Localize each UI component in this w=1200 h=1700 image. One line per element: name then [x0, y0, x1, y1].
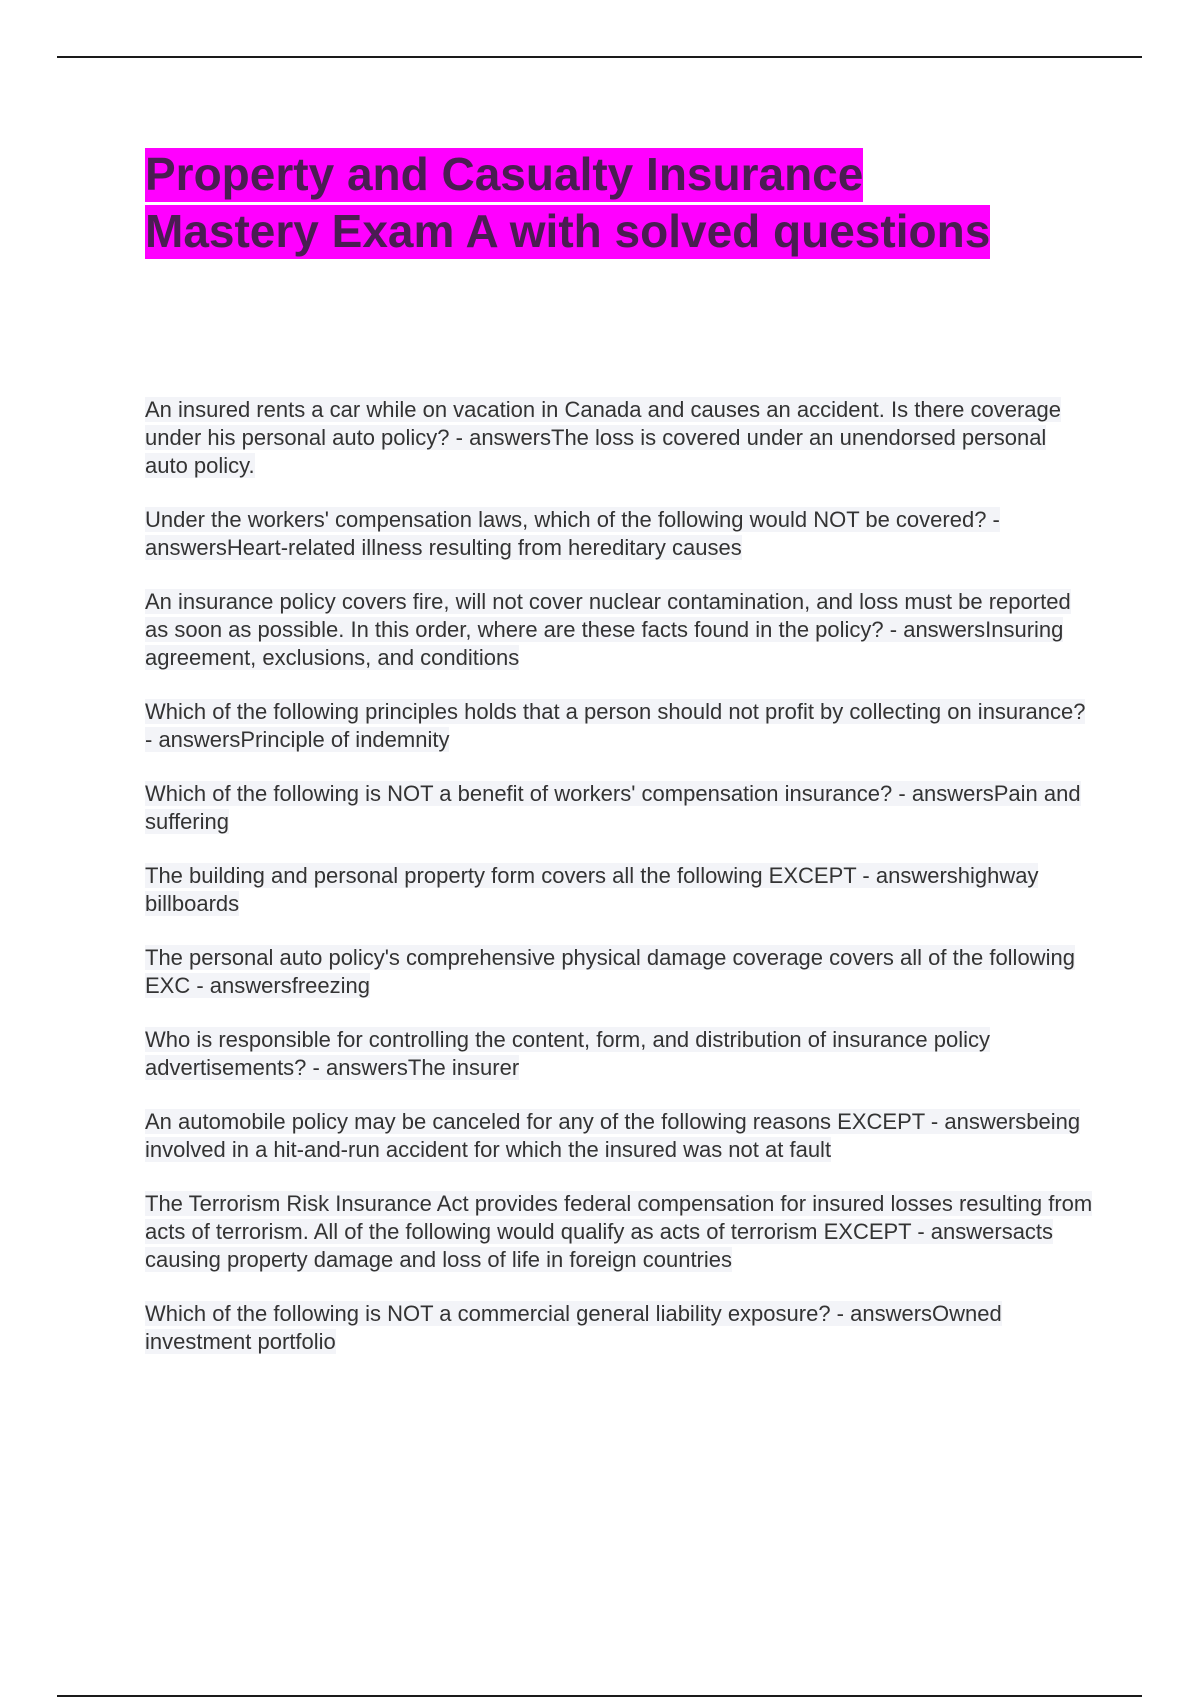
bottom-rule [57, 1695, 1142, 1697]
qa-item [145, 862, 1095, 918]
qa-item [145, 396, 1095, 480]
title-line-1: Property and Casualty Insurance [145, 148, 864, 200]
qa-item [145, 698, 1095, 754]
qa-item [145, 1190, 1095, 1274]
qa-text: Under the workers' compensation laws, which of the following would NOT be covered? - answersHeart-related illness resulting from hereditary causes [145, 507, 1000, 560]
qa-item [145, 1108, 1095, 1164]
qa-text: Who is responsible for controlling the content, form, and distribution of insurance policy advertisements? - answersThe insurer [145, 1027, 990, 1080]
top-rule [57, 56, 1142, 58]
qa-item [145, 944, 1095, 1000]
qa-text: An automobile policy may be canceled for any of the following reasons EXCEPT - answersbeing involved in a hit-and-run accident for which the insured was not at fault [145, 1109, 1081, 1162]
qa-text: Which of the following principles holds that a person should not profit by collecting on insurance? - answersPrinciple of indemnity [145, 699, 1086, 752]
qa-item [145, 780, 1095, 836]
qa-text: The personal auto policy's comprehensive physical damage coverage covers all of the following EXC - answersfreezing [145, 945, 1075, 998]
qa-text: An insured rents a car while on vacation in Canada and causes an accident. Is there coverage under his personal auto policy? - answersThe loss is covered under an unendorsed personal auto policy. [145, 397, 1061, 478]
qa-item [145, 506, 1095, 562]
qa-text: Which of the following is NOT a commercial general liability exposure? - answersOwned investment portfolio [145, 1301, 1002, 1354]
document-title [145, 146, 1095, 260]
qa-item [145, 588, 1095, 672]
question-answer-list [145, 396, 1095, 1382]
qa-item [145, 1300, 1095, 1356]
title-line-2: Mastery Exam A with solved questions [145, 205, 991, 257]
qa-text: The Terrorism Risk Insurance Act provides federal compensation for insured losses resulting from acts of terrorism. All of the following would qualify as acts of terrorism EXCEPT - answersacts causing property damage and loss of life in foreign countries [145, 1191, 1093, 1272]
qa-text: An insurance policy covers fire, will not cover nuclear contamination, and loss must be reported as soon as possible. In this order, where are these facts found in the policy? - answersInsuring agreement, exclusions, and conditions [145, 589, 1071, 670]
qa-text: Which of the following is NOT a benefit of workers' compensation insurance? - answersPain and suffering [145, 781, 1081, 834]
qa-item [145, 1026, 1095, 1082]
qa-text: The building and personal property form covers all the following EXCEPT - answershighway billboards [145, 863, 1039, 916]
